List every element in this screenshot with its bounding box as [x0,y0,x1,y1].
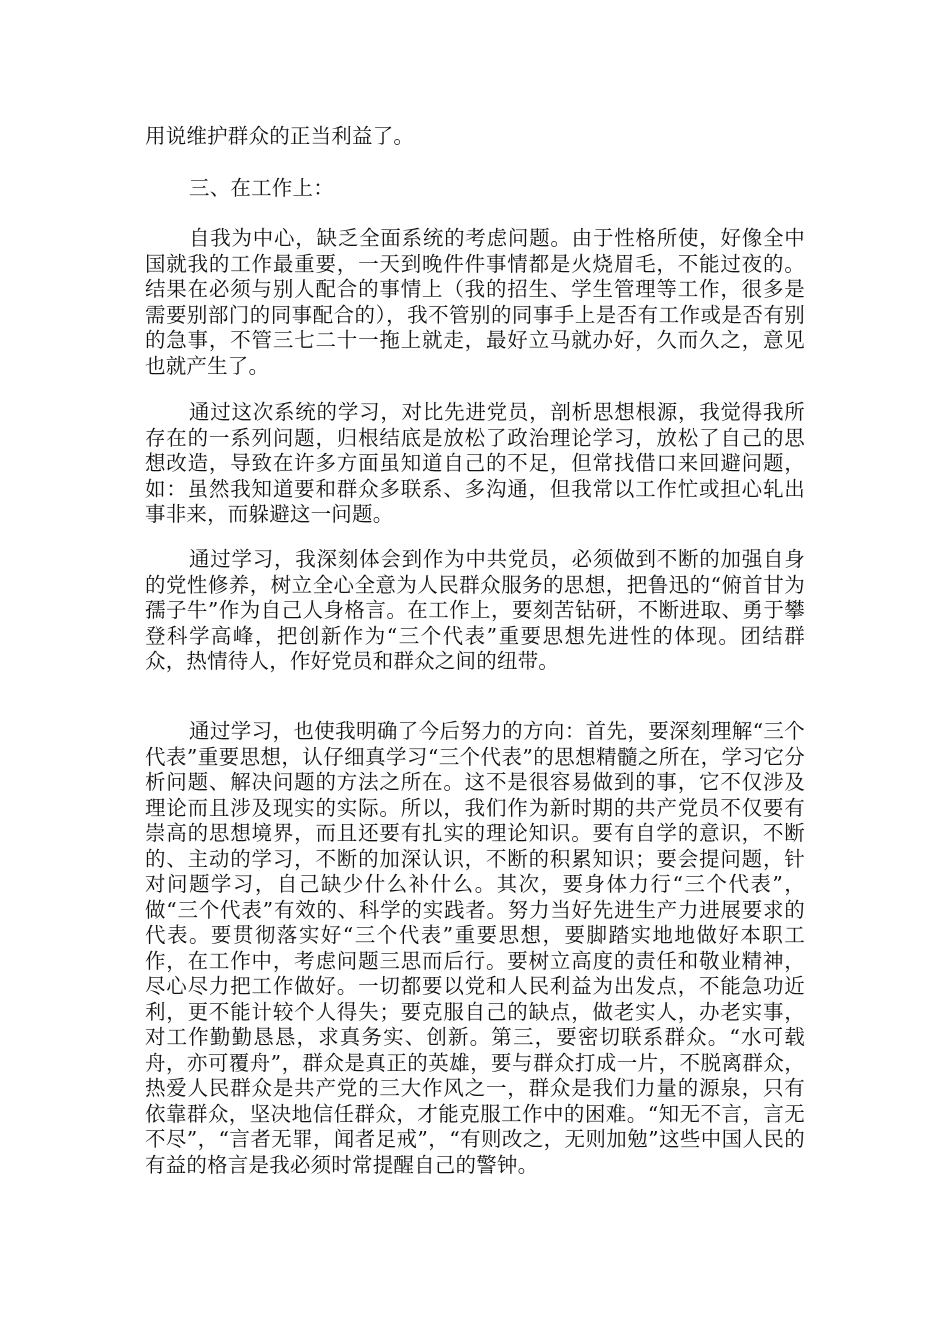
section-heading-work: 三、在工作上： [189,176,334,200]
paragraph-study-analysis: 通过这次系统的学习，对比先进党员，剖析思想根源，我觉得我所存在的一系列问题，归根结底是放松了政治理论学习，放松了自己的思想改造，导致在许多方面虽知道自己的不足，但常找借口来回避问题，如：虽然我知道要和群众多联系、多沟通，但我常以工作忙或担心轧出事非来，而躲避这一问题。 [145,400,805,526]
paragraph-party-spirit: 通过学习，我深刻体会到作为中共党员，必须做到不断的加强自身的党性修养，树立全心全意为人民群众服务的思想，把鲁迅的“俯首甘为孺子牛”作为自己人身格言。在工作上，要刻苦钻研，不断进取、勇于攀登科学高峰，把创新作为“三个代表”重要思想先进性的体现。团结群众，热情待人，作好党员和群众之间的纽带。 [145,547,805,673]
paragraph-future-direction: 通过学习，也使我明确了今后努力的方向：首先，要深刻理解“三个代表”重要思想，认仔细真学习“三个代表”的思想精髓之所在，学习它分析问题、解决问题的方法之所在。这不是很容易做到的事，它不仅涉及理论而且涉及现实的实际。所以，我们作为新时期的共产党员不仅要有崇高的思想境界，而且还要有扎实的理论知识。要有自学的意识，不断的、主动的学习，不断的加深认识，不断的积累知识；要会提问题，针对问题学习，自己缺少什么补什么。其次，要身体力行“三个代表”，做“三个代表”有效的、科学的实践者。努力当好先进生产力进展要求的代表。要贯彻落实好“三个代表”重要思想，要脚踏实地地做好本职工作，在工作中，考虑问题三思而后行。要树立高度的责任和敬业精神，尽心尽力把工作做好。一切都要以党和人民利益为出发点，不能急功近利，更不能计较个人得失；要克服自己的缺点，做老实人，办老实事，对工作勤勤恳恳，求真务实、创新。第三，要密切联系群众。“水可载舟，亦可覆舟”，群众是真正的英雄，要与群众打成一片，不脱离群众，热爱人民群众是共产党的三大作风之一，群众是我们力量的源泉，只有依靠群众，坚决地信任群众，才能克服工作中的困难。“知无不言，言无不尽”，“言者无罪，闻者足戒”，“有则改之，无则加勉”这些中国人民的有益的格言是我必须时常提醒自己的警钟。 [145,719,805,1177]
paragraph-continuation: 用说维护群众的正当利益了。 [145,124,415,148]
paragraph-self-centered: 自我为中心，缺乏全面系统的考虑问题。由于性格所使，好像全中国就我的工作最重要，一天到晚件件事情都是火烧眉毛，不能过夜的。结果在必须与别人配合的事情上（我的招生、学生管理等工作，很多是需要别部门的同事配合的），我不管别的同事手上是否有工作或是否有别的急事，不管三七二十一拖上就走，最好立马就办好，久而久之，意见也就产生了。 [145,226,805,378]
